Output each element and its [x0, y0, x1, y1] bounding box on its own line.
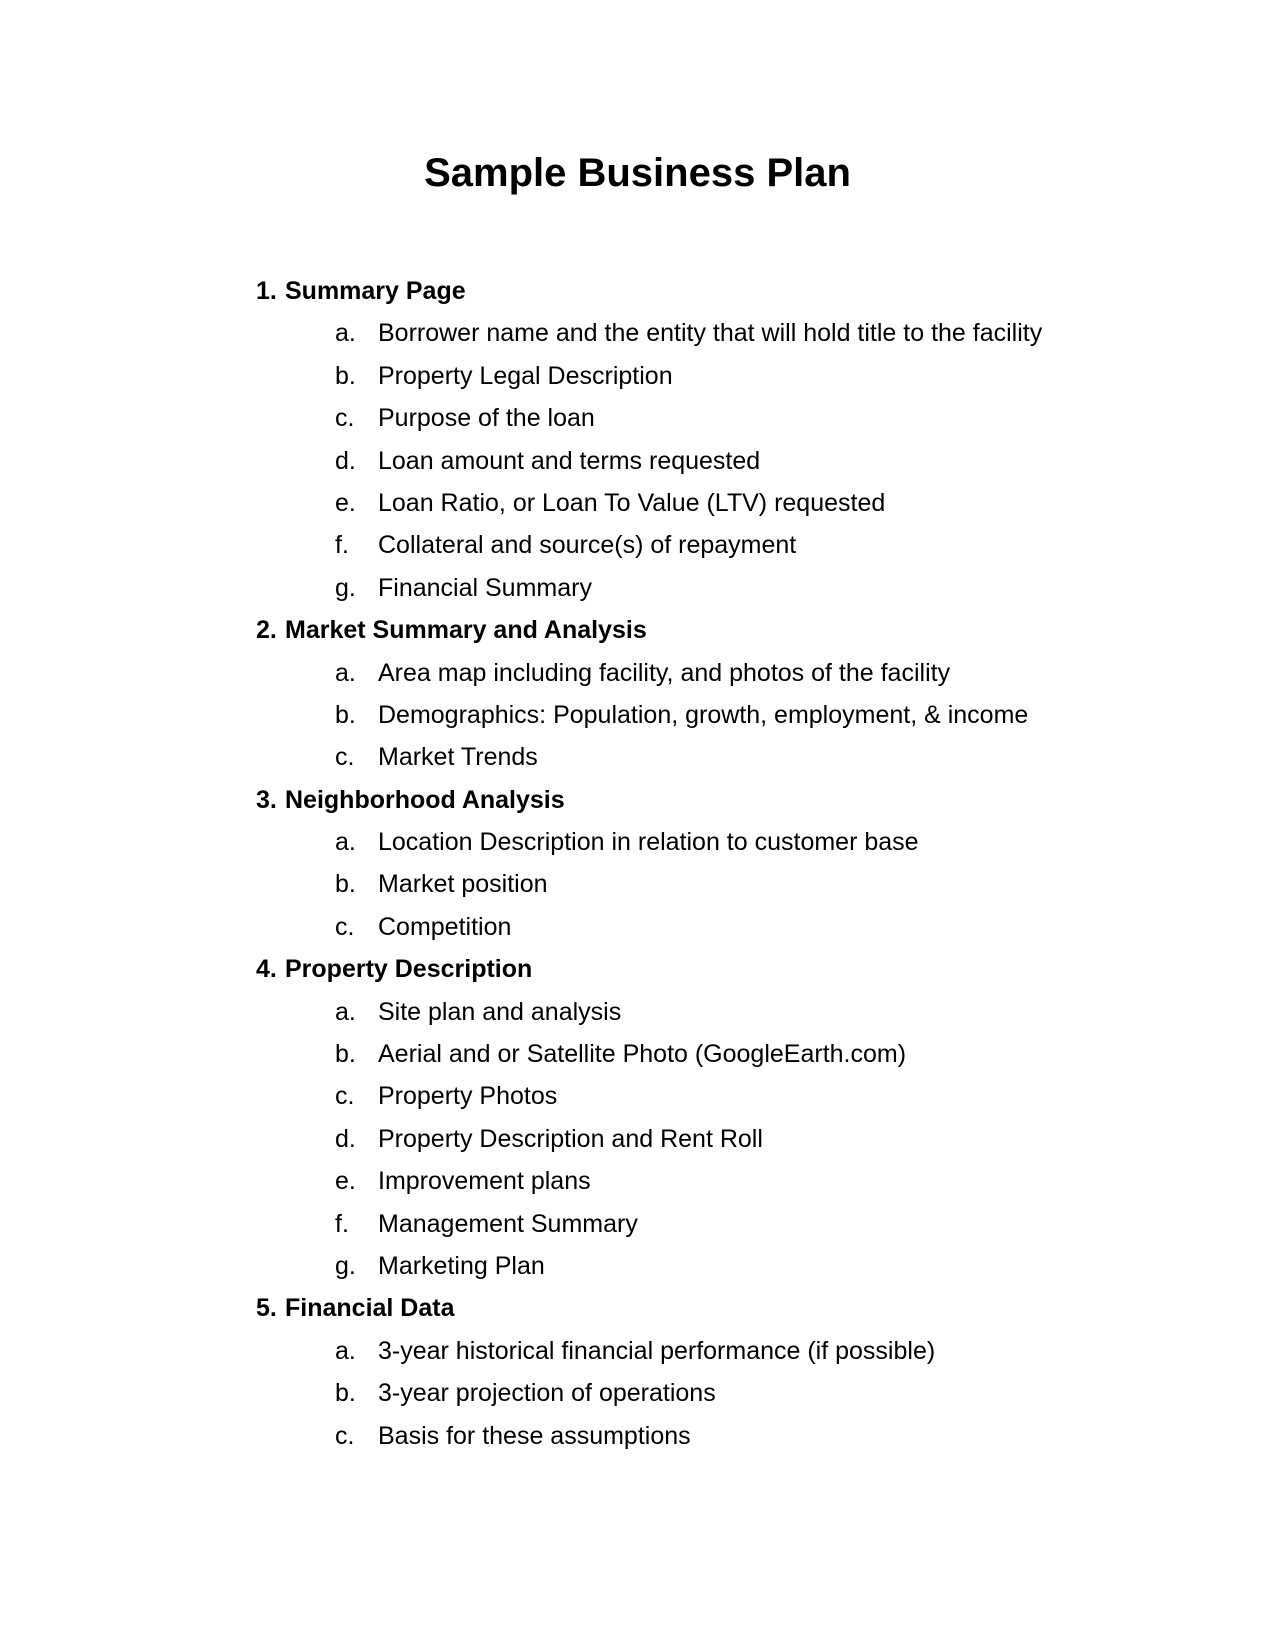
outline-item	[0, 991, 1275, 1033]
outline-item	[0, 652, 1275, 694]
outline-item	[0, 1330, 1275, 1372]
outline-item	[0, 694, 1275, 736]
outline-item-letter: g.	[335, 1251, 356, 1280]
outline-item-text: Borrower name and the entity that will hold title to the facility	[378, 319, 1043, 348]
outline-item	[0, 482, 1275, 524]
outline-item-letter: g.	[335, 573, 356, 602]
outline-item-letter: a.	[335, 997, 356, 1026]
section-number: 3.	[256, 785, 277, 814]
outline-item-letter: b.	[335, 361, 356, 390]
outline-item-text: Competition	[378, 912, 512, 941]
outline-item	[0, 1118, 1275, 1160]
outline-item-text: Location Description in relation to customer base	[378, 828, 919, 857]
outline-item	[0, 355, 1275, 397]
outline-item	[0, 1203, 1275, 1245]
outline-item-text: Property Legal Description	[378, 361, 673, 390]
outline-item-text: Property Photos	[378, 1082, 558, 1111]
outline-item-letter: a.	[335, 1336, 356, 1365]
section-heading-label: Market Summary and Analysis	[285, 616, 647, 645]
outline-item-letter: a.	[335, 828, 356, 857]
section-heading-label: Financial Data	[285, 1294, 455, 1323]
outline-item-text: Collateral and source(s) of repayment	[378, 531, 797, 560]
outline-item	[0, 1075, 1275, 1117]
outline-item	[0, 906, 1275, 948]
outline-item	[0, 1160, 1275, 1202]
outline-item-text: Loan amount and terms requested	[378, 446, 761, 475]
outline-item-letter: c.	[335, 1082, 355, 1111]
outline-item-letter: b.	[335, 700, 356, 729]
outline-item-letter: c.	[335, 404, 355, 433]
outline-item-letter: a.	[335, 319, 356, 348]
section-number: 4.	[256, 955, 277, 984]
outline-item	[0, 397, 1275, 439]
outline-item-letter: e.	[335, 1167, 356, 1196]
outline-item	[0, 1415, 1275, 1457]
outline-item-text: Market position	[378, 870, 548, 899]
section-heading-label: Summary Page	[285, 277, 466, 305]
section-number: 5.	[256, 1294, 277, 1323]
outline-item-letter: b.	[335, 1379, 356, 1408]
outline-item-text: Area map including facility, and photos of the facility	[378, 658, 951, 687]
outline-section-heading	[0, 779, 1275, 821]
outline-item-letter: b.	[335, 1040, 356, 1069]
outline-item-letter: c.	[335, 1421, 355, 1450]
section-number: 1.	[256, 277, 277, 305]
outline-item	[0, 312, 1275, 354]
outline-item-letter: f.	[335, 531, 349, 560]
outline-item-letter: c.	[335, 912, 355, 941]
outline-item-text: Aerial and or Satellite Photo (GoogleEarth.com)	[378, 1040, 907, 1069]
outline-item-text: Demographics: Population, growth, employment, & income	[378, 700, 1029, 729]
outline-item-text: 3-year projection of operations	[378, 1379, 716, 1408]
outline-item	[0, 440, 1275, 482]
outline-list	[0, 270, 1275, 1457]
outline-item-letter: e.	[335, 488, 356, 517]
outline-item-text: Site plan and analysis	[378, 997, 622, 1026]
outline-item-text: Basis for these assumptions	[378, 1421, 691, 1450]
section-heading-label: Property Description	[285, 955, 533, 984]
outline-item-letter: b.	[335, 870, 356, 899]
outline-item-text: Loan Ratio, or Loan To Value (LTV) requested	[378, 488, 886, 517]
outline-section-heading	[0, 270, 1275, 312]
outline-item-letter: f.	[335, 1209, 349, 1238]
outline-item-text: Market Trends	[378, 743, 538, 772]
outline-item	[0, 1245, 1275, 1287]
outline-item	[0, 1372, 1275, 1414]
outline-item	[0, 524, 1275, 566]
outline-item	[0, 736, 1275, 778]
outline-item-text: 3-year historical financial performance (if possible)	[378, 1336, 936, 1365]
section-heading-label: Neighborhood Analysis	[285, 785, 565, 814]
outline-item-text: Purpose of the loan	[378, 404, 595, 433]
outline-item-letter: d.	[335, 1124, 356, 1153]
document-title: Sample Business Plan	[424, 151, 851, 195]
outline-item-text: Financial Summary	[378, 573, 592, 602]
outline-section-heading	[0, 948, 1275, 990]
outline-item-text: Management Summary	[378, 1209, 638, 1238]
outline-item	[0, 863, 1275, 905]
outline-item-text: Improvement plans	[378, 1167, 591, 1196]
outline-section-heading	[0, 609, 1275, 651]
outline-item-letter: d.	[335, 446, 356, 475]
outline-item-letter: a.	[335, 658, 356, 687]
outline-item	[0, 567, 1275, 609]
outline-item	[0, 1033, 1275, 1075]
outline-item-letter: c.	[335, 743, 355, 772]
outline-item	[0, 821, 1275, 863]
outline-section-heading	[0, 1287, 1275, 1329]
section-number: 2.	[256, 616, 277, 645]
outline-item-text: Marketing Plan	[378, 1251, 545, 1280]
outline-item-text: Property Description and Rent Roll	[378, 1124, 763, 1153]
